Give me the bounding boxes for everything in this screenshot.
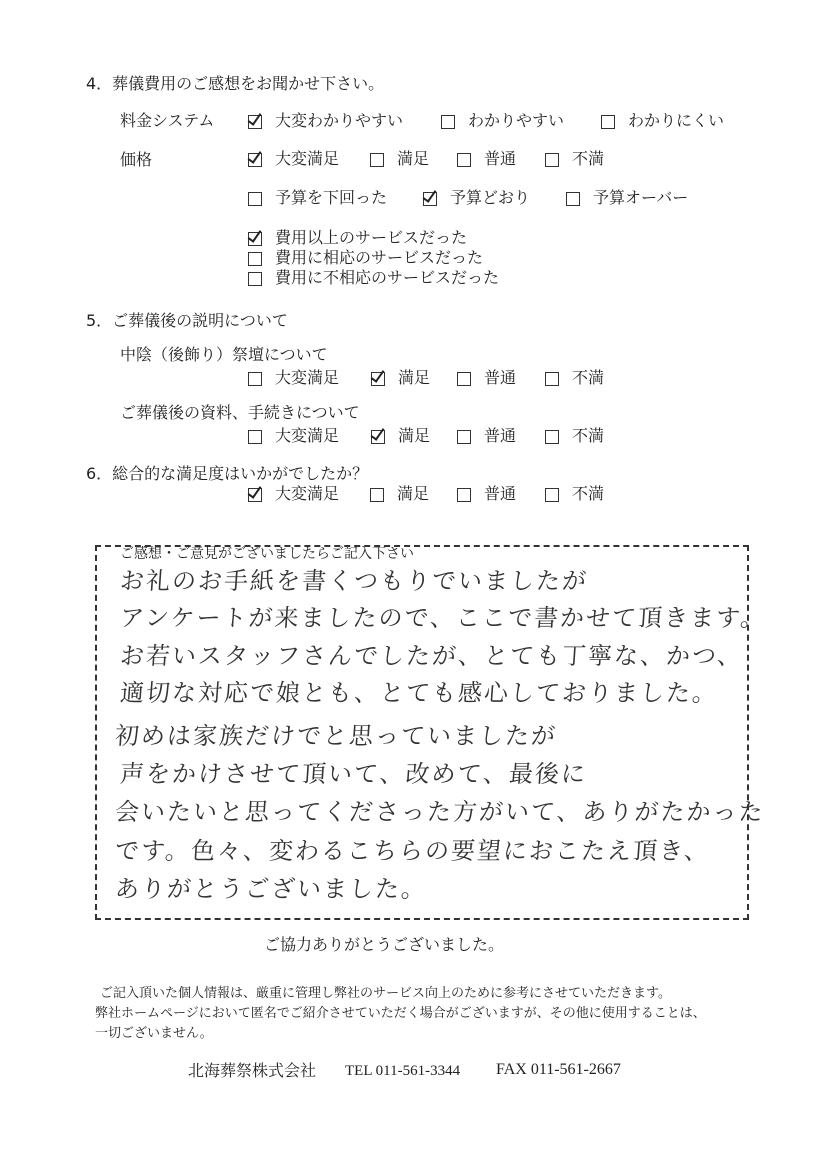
option-label: 満足 bbox=[398, 368, 431, 387]
checkbox[interactable] bbox=[248, 153, 262, 167]
fax-number: FAX 011-561-2667 bbox=[496, 1061, 621, 1078]
option-label: 予算を下回った bbox=[275, 188, 388, 207]
option-label: 普通 bbox=[484, 149, 517, 168]
option-label: 普通 bbox=[484, 426, 517, 445]
option-label: 不満 bbox=[572, 149, 605, 168]
option-label: 費用に不相応のサービスだった bbox=[275, 268, 500, 287]
checkbox[interactable] bbox=[441, 115, 455, 129]
q6-heading: 6．総合的な満足度はいかがでしたか？ bbox=[86, 464, 369, 483]
checkbox[interactable] bbox=[370, 153, 384, 167]
option-label: 普通 bbox=[484, 368, 517, 387]
checkbox[interactable] bbox=[248, 252, 262, 266]
handwritten-comment-line: です。色々、変わるこちらの要望におこたえ頂き、 bbox=[114, 837, 712, 865]
option-label: 大変満足 bbox=[275, 484, 340, 503]
note-line: ご記入頂いた個人情報は、厳重に管理し弊社のサービス向上のために参考にさせていただきます。 bbox=[100, 986, 671, 1001]
comment-label: ご感想・ご意見がございましたらご記入下さい bbox=[120, 546, 414, 562]
option-label: 費用に相応のサービスだった bbox=[275, 248, 484, 267]
tel-number: TEL 011-561-3344 bbox=[345, 1063, 461, 1079]
checkbox[interactable] bbox=[370, 488, 384, 502]
checkbox[interactable] bbox=[601, 115, 615, 129]
checkbox[interactable] bbox=[545, 430, 559, 444]
checkbox[interactable] bbox=[566, 192, 580, 206]
note-line: 弊社ホームページにおいて匿名でご紹介させていただく場合がございますが、その他に使用することは、 bbox=[95, 1006, 706, 1021]
option-label: 大変満足 bbox=[275, 426, 340, 445]
option-label: わかりにくい bbox=[628, 111, 725, 130]
altar-label: 中陰（後飾り）祭壇について bbox=[120, 345, 328, 364]
option-label: 不満 bbox=[572, 426, 605, 445]
price-label: 価格 bbox=[120, 150, 153, 169]
handwritten-comment-line: お礼のお手紙を書くつもりでいましたが bbox=[119, 567, 589, 595]
option-label: 予算どおり bbox=[450, 188, 531, 207]
option-label: 不満 bbox=[572, 368, 605, 387]
checkbox[interactable] bbox=[248, 192, 262, 206]
option-label: 予算オーバー bbox=[593, 188, 689, 207]
checkbox[interactable] bbox=[371, 372, 385, 386]
checkbox[interactable] bbox=[248, 232, 262, 246]
q5-heading: 5．ご葬儀後の説明について bbox=[86, 311, 288, 330]
option-label: 大変満足 bbox=[275, 368, 340, 387]
thanks-text: ご協力ありがとうございました。 bbox=[264, 935, 505, 954]
checkbox[interactable] bbox=[248, 488, 262, 502]
checkbox[interactable] bbox=[545, 372, 559, 386]
checkbox[interactable] bbox=[545, 153, 559, 167]
company-name: 北海葬祭株式会社 bbox=[188, 1061, 317, 1080]
option-label: 大変わかりやすい bbox=[275, 111, 404, 130]
system-label: 料金システム bbox=[120, 111, 215, 130]
checkbox[interactable] bbox=[545, 488, 559, 502]
handwritten-comment-line: お若いスタッフさんでしたが、とても丁寧な、かつ、 bbox=[119, 642, 745, 670]
checkbox[interactable] bbox=[248, 115, 262, 129]
note-line: 一切ございません。 bbox=[95, 1026, 213, 1041]
checkbox[interactable] bbox=[248, 272, 262, 286]
handwritten-comment-line: ありがとうございました。 bbox=[114, 875, 428, 903]
option-label: 満足 bbox=[397, 149, 430, 168]
option-label: 大変満足 bbox=[275, 149, 340, 168]
docs-label: ご葬儀後の資料、手続きについて bbox=[120, 403, 360, 422]
option-label: 不満 bbox=[572, 484, 605, 503]
checkbox[interactable] bbox=[457, 430, 471, 444]
checkbox[interactable] bbox=[248, 372, 262, 386]
option-label: 満足 bbox=[397, 484, 430, 503]
handwritten-comment-line: 適切な対応で娘とも、とても感心しておりました。 bbox=[119, 679, 719, 707]
checkbox[interactable] bbox=[371, 430, 385, 444]
handwritten-comment-line: 会いたいと思ってくださった方がいて、ありがたかった bbox=[114, 798, 766, 826]
option-label: 満足 bbox=[398, 426, 431, 445]
checkbox[interactable] bbox=[248, 430, 262, 444]
option-label: 費用以上のサービスだった bbox=[275, 228, 468, 247]
checkbox[interactable] bbox=[457, 153, 471, 167]
checkbox[interactable] bbox=[423, 192, 437, 206]
checkbox[interactable] bbox=[457, 372, 471, 386]
handwritten-comment-line: 初めは家族だけでと思っていましたが bbox=[114, 722, 558, 750]
option-label: 普通 bbox=[484, 484, 517, 503]
handwritten-comment-line: アンケートが来ましたので、ここで書かせて頂きます。 bbox=[119, 604, 768, 632]
checkbox[interactable] bbox=[457, 488, 471, 502]
option-label: わかりやすい bbox=[468, 111, 565, 130]
q4-heading: 4．葬儀費用のご感想をお聞かせ下さい。 bbox=[86, 74, 385, 93]
handwritten-comment-line: 声をかけさせて頂いて、改めて、最後に bbox=[119, 760, 589, 788]
